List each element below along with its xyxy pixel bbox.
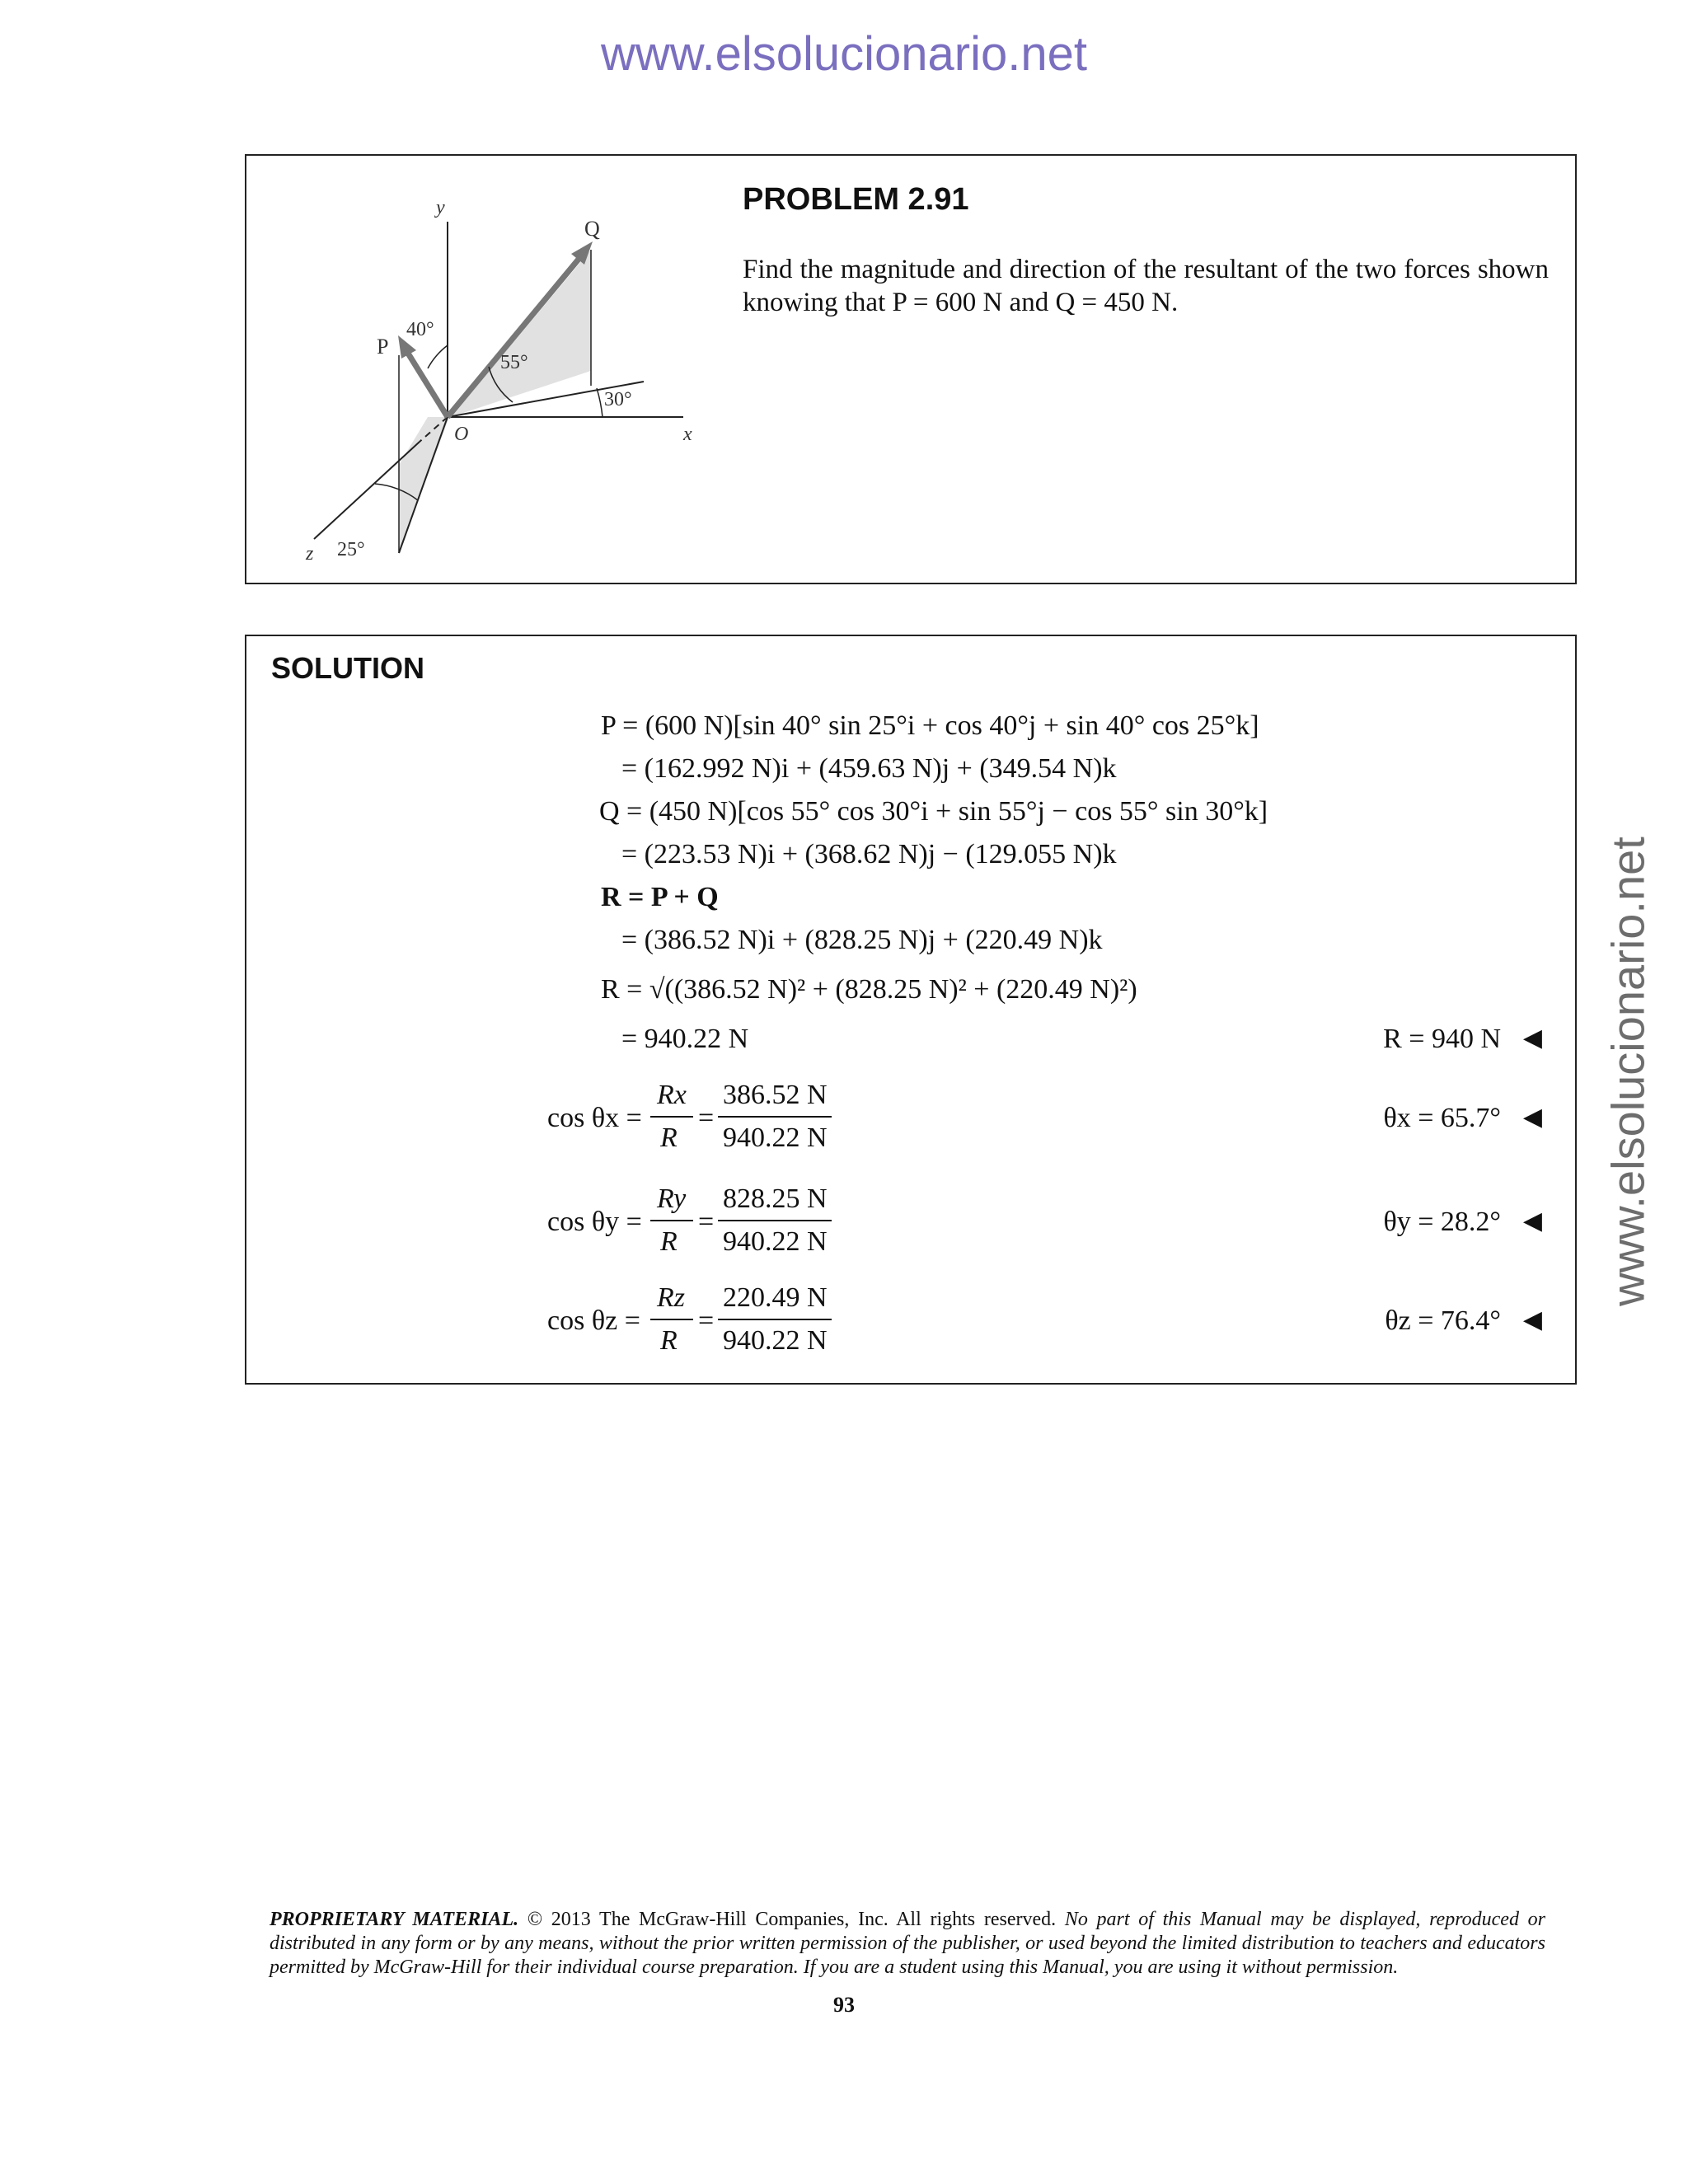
watermark-top: www.elsolucionario.net	[601, 27, 1087, 81]
answer-marker-icon: ◀	[1522, 1104, 1542, 1131]
eq-p-components: = (162.992 N)i + (459.63 N)j + (349.54 N)k	[621, 753, 1117, 784]
eq-q-components: = (223.53 N)i + (368.62 N)j − (129.055 N)k	[621, 839, 1117, 869]
label-z: z	[306, 543, 314, 565]
label-x: x	[683, 424, 692, 445]
label-origin: O	[454, 424, 469, 445]
problem-statement: Find the magnitude and direction of the resultant of the two forces shown knowing that P = 600 N and Q = 450 N.	[743, 255, 1549, 317]
answer-marker-icon: ◀	[1522, 1306, 1542, 1333]
cos-theta-z-lhs: cos θz =	[547, 1305, 640, 1336]
problem-box	[245, 154, 1577, 584]
ry-value: 828.25 N	[723, 1183, 828, 1214]
label-y: y	[436, 197, 445, 218]
r-symbol-z: R	[660, 1325, 678, 1356]
label-angle-55: 55°	[500, 352, 528, 373]
footer-notice: No part of this Manual may be displayed, reproduced or distributed in any form or by any means, without the prior written permission of the publisher, or used beyond the limited distribution to teachers and educators permitted by McGraw-Hill for their individual course preparation. If you are a student using this Manual, you are using it without permission.	[270, 1909, 1545, 1978]
rx-value: 386.52 N	[723, 1080, 828, 1110]
r-value-x: 940.22 N	[723, 1122, 828, 1153]
eq-r-components: = (386.52 N)i + (828.25 N)j + (220.49 N)k	[621, 925, 1103, 955]
frac-line-x-values	[718, 1116, 832, 1118]
solution-title: SOLUTION	[271, 651, 424, 685]
watermark-side-text: www.elsolucionario.net	[1601, 837, 1654, 1306]
equals-z: =	[698, 1305, 715, 1336]
frac-line-x-symbols	[650, 1116, 693, 1118]
arc-40	[428, 345, 448, 368]
equals-y: =	[698, 1207, 715, 1237]
force-diagram-svg	[296, 172, 692, 568]
eq-r-value: = 940.22 N	[621, 1024, 749, 1054]
r-value-z: 940.22 N	[723, 1325, 828, 1356]
page-number: 93	[833, 1993, 855, 2017]
label-p: P	[377, 335, 389, 359]
eq-p-definition: P = (600 N)[sin 40° sin 25°i + cos 40°j + sin 40° cos 25°k]	[601, 710, 1259, 741]
answer-marker-icon: ◀	[1522, 1207, 1542, 1235]
r-symbol-x: R	[660, 1122, 678, 1153]
answer-theta-z: θz = 76.4°	[1385, 1305, 1501, 1336]
proprietary-notice	[270, 1908, 1545, 1980]
force-p-arrow	[407, 352, 448, 417]
answer-theta-y: θy = 28.2°	[1383, 1207, 1501, 1237]
answer-marker-icon: ◀	[1522, 1024, 1542, 1052]
frac-line-z-values	[718, 1319, 832, 1320]
eq-q-definition: Q = (450 N)[cos 55° cos 30°i + sin 55°j − cos 55° sin 30°k]	[599, 796, 1268, 827]
rz-symbol: Rz	[657, 1282, 685, 1313]
footer-copyright: © 2013 The McGraw-Hill Companies, Inc. All rights reserved.	[527, 1909, 1057, 1930]
eq-r-sum: R = P + Q	[601, 882, 719, 912]
equals-x: =	[698, 1103, 715, 1133]
answer-magnitude: R = 940 N	[1383, 1024, 1501, 1054]
label-angle-25: 25°	[337, 539, 365, 560]
force-diagram	[296, 172, 692, 568]
frac-line-z-symbols	[650, 1319, 693, 1320]
arc-30	[597, 388, 603, 417]
r-symbol-y: R	[660, 1226, 678, 1257]
label-angle-40: 40°	[406, 319, 434, 340]
cos-theta-y-lhs: cos θy =	[547, 1207, 642, 1237]
eq-r-magnitude: R = √((386.52 N)² + (828.25 N)² + (220.49 N)²)	[601, 974, 1137, 1005]
problem-title: PROBLEM 2.91	[743, 182, 969, 217]
rz-value: 220.49 N	[723, 1282, 828, 1313]
rx-symbol: Rx	[657, 1080, 687, 1110]
solution-box	[245, 635, 1577, 1385]
ry-symbol: Ry	[657, 1183, 687, 1214]
frac-line-y-symbols	[650, 1220, 693, 1221]
label-angle-30: 30°	[604, 389, 632, 410]
answer-theta-x: θx = 65.7°	[1383, 1103, 1501, 1133]
footer-lead: PROPRIETARY MATERIAL.	[270, 1909, 519, 1930]
label-q: Q	[584, 217, 600, 241]
r-value-y: 940.22 N	[723, 1226, 828, 1257]
cos-theta-x-lhs: cos θx =	[547, 1103, 642, 1133]
frac-line-y-values	[718, 1220, 832, 1221]
